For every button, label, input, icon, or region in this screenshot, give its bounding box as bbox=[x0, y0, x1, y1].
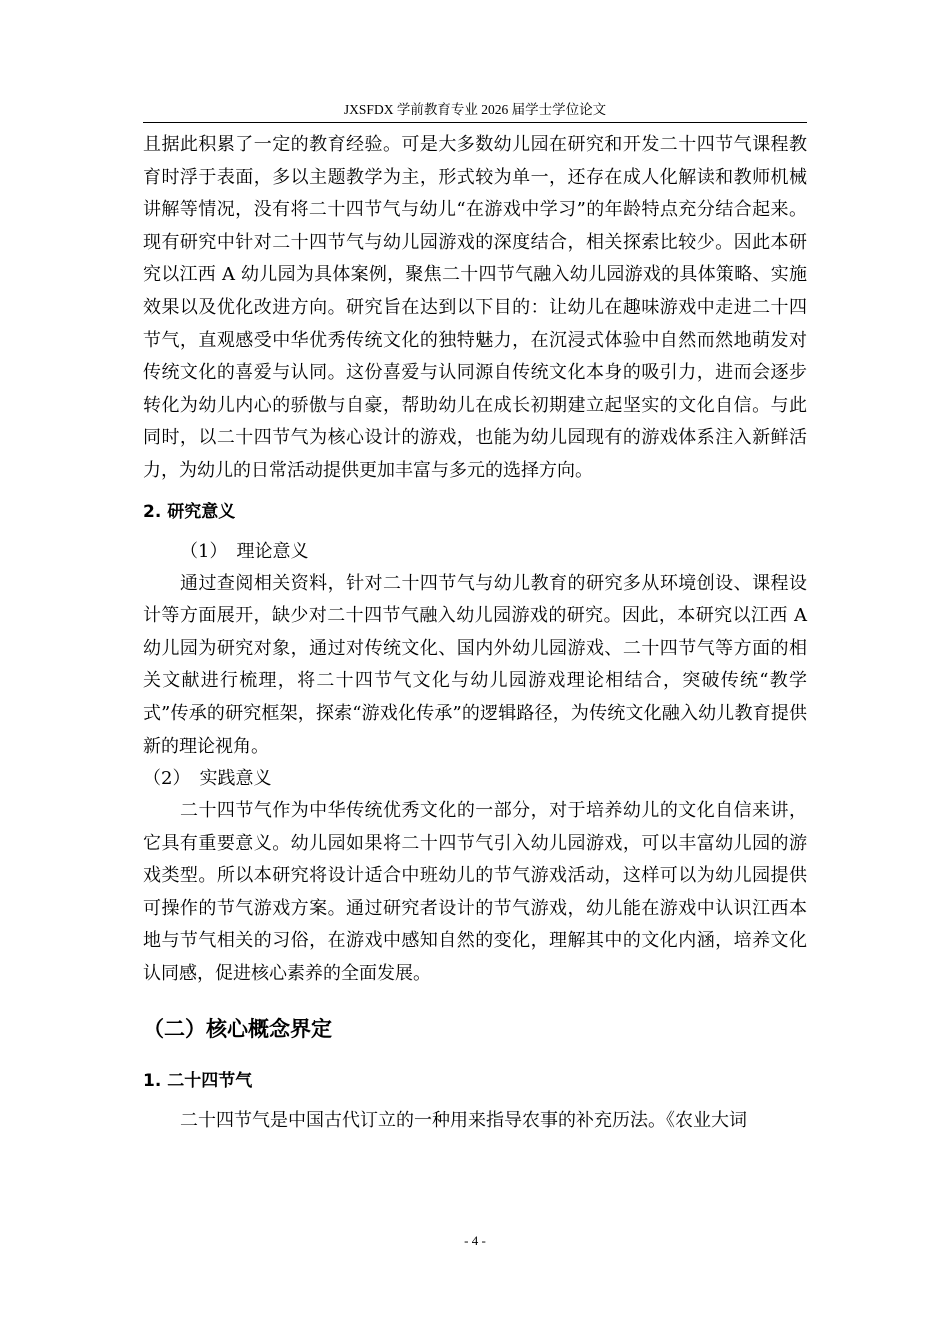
paragraph-practical-significance: 二十四节气作为中华传统优秀文化的一部分，对于培养幼儿的文化自信来讲，它具有重要意义。幼儿园如果将二十四节气引入幼儿园游戏，可以丰富幼儿园的游戏类型。所以本研究将设计适合中班幼儿的节气游戏活动，这样可以为幼儿园提供可操作的节气游戏方案。通过研究者设计的节气游戏，幼儿能在游戏中认识江西本地与节气相关的习俗，在游戏中感知自然的变化，理解其中的文化内涵，培养文化认同感，促进核心素养的全面发展。 bbox=[143, 800, 807, 985]
paragraph-research-purpose: 且据此积累了一定的教育经验。可是大多数幼儿园在研究和开发二十四节气课程教育时浮于表面，多以主题教学为主，形式较为单一，还存在成人化解读和教师机械讲解等情况，没有将二十四节气与幼儿“在游戏中学习”的年龄特点充分结合起来。现有研究中针对二十四节气与幼儿园游戏的深度结合，相关探索比较少。因此本研究以江西 A 幼儿园为具体案例，聚焦二十四节气融入幼儿园游戏的具体策略、实施效果以及优化改进方向。研究旨在达到以下目的：让幼儿在趣味游戏中走进二十四节气，直观感受中华优秀传统文化的独特魅力，在沉浸式体验中自然而然地萌发对传统文化的喜爱与认同。这份喜爱与认同源自传统文化本身的吸引力，进而会逐步转化为幼儿内心的骄傲与自豪，帮助幼儿在成长初期建立起坚实的文化自信。与此同时，以二十四节气为核心设计的游戏，也能为幼儿园现有的游戏体系注入新鲜活力，为幼儿的日常活动提供更加丰富与多元的选择方向。 bbox=[143, 134, 807, 481]
running-header: JXSFDX 学前教育专业 2026 届学士学位论文 bbox=[343, 102, 607, 117]
header-divider bbox=[143, 122, 807, 123]
page-content bbox=[143, 129, 807, 1137]
heading-core-concepts: （二）核心概念界定 bbox=[143, 1016, 332, 1041]
paragraph-theoretical-significance: 通过查阅相关资料，针对二十四节气与幼儿教育的研究多从环境创设、课程设计等方面展开，缺少对二十四节气融入幼儿园游戏的研究。因此，本研究以江西 A 幼儿园为研究对象，通过对传统文化、国内外幼儿园游戏、二十四节气等方面的相关文献进行梳理，将二十四节气文化与幼儿园游戏理论相结合，突破传统“教学式”传承的研究框架，探索“游戏化传承”的逻辑路径，为传统文化融入幼儿教育提供新的理论视角。 bbox=[143, 572, 807, 757]
heading-research-significance: 2. 研究意义 bbox=[143, 501, 236, 522]
subheading-practical-significance: （2） 实践意义 bbox=[143, 768, 272, 790]
paragraph-solar-terms: 二十四节气是中国古代订立的一种用来指导农事的补充历法。《农业大词 bbox=[180, 1109, 747, 1131]
heading-solar-terms: 1. 二十四节气 bbox=[143, 1070, 253, 1091]
page-number: - 4 - bbox=[464, 1233, 486, 1248]
subheading-theoretical-significance: （1） 理论意义 bbox=[180, 540, 309, 562]
